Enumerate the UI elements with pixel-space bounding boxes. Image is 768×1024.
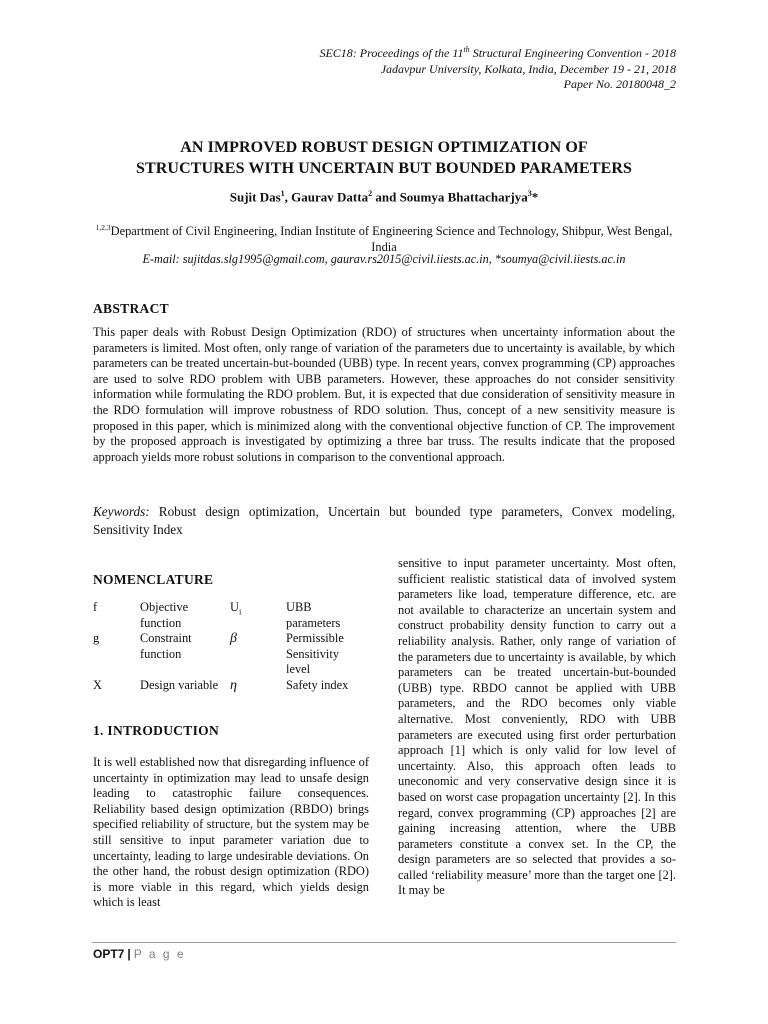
page-word: P a g e — [133, 947, 186, 961]
page-id: OPT7 — [93, 947, 125, 961]
abstract-heading: ABSTRACT — [93, 301, 169, 316]
affiliation: $^{1,2,3}$Department of Civil Engineering, Indian Institute of Engineering Science and Technology, Shibpur, West Bengal, India — [95, 223, 673, 255]
header-line-2: Jadavpur University, Kolkata, India, December 19 - 21, 2018 — [380, 61, 676, 76]
header-line-3: Paper No. 20180048_2 — [563, 77, 676, 91]
footer-divider — [92, 942, 676, 943]
header-line-1: SEC18: Proceedings of the 11th Structural Engineering Convention - 2018 — [319, 45, 676, 60]
keywords — [93, 503, 675, 538]
introduction-heading: 1. INTRODUCTION — [93, 723, 220, 738]
nomenclature-table — [93, 600, 356, 697]
introduction-col1: It is well established now that disregarding influence of uncertainty in optimization may lead to unsafe design leading to catastrophic failure consequences. Reliability based design optimization (RBDO) brings specified reliability of structure, but the system may be still sensitive to input parameter variation due to uncertainty, leading to large undesirable deviations. On the other hand, the robust design optimization (RDO) is more viable in this regard, which yields design which is least — [93, 755, 369, 910]
abstract-text: This paper deals with Robust Design Optimization (RDO) of structures when uncertainty information about the parameters is limited. Most often, only range of variation of the parameters due to uncertainty is available, by which parameters can be treated uncertain-but-bounded (UBB) type. In recent years, convex programming (CP) approaches are used to solve RDO problem with UBB parameters. However, these approaches do not consider sensitivity information while formulating the RDO problem. But, it is expected that due consideration of sensitivity measure in the RDO formulation will improve robustness of RDO solution. Thus, concept of a new sensitivity measure is proposed in this paper, which is minimized along with the conventional objective function of CP. The improvement by the proposed approach is investigated by optimizing a three bar truss. The results indicate that the proposed approach yields more robust solutions in comparison to the conventional approach. — [93, 325, 675, 464]
table-row: f Objective function $U_i$ UBB parameters — [93, 600, 341, 630]
conference-header — [319, 42, 676, 93]
author-list: Sujit Das$^1$, Gaurav Datta$^2$ and Soumya Bhattacharjya$^3$* — [229, 189, 539, 205]
paper-title: AN IMPROVED ROBUST DESIGN OPTIMIZATION OF STRUCTURES WITH UNCERTAIN BUT BOUNDED PARAMETERS — [135, 139, 633, 177]
nomenclature-heading: NOMENCLATURE — [93, 572, 214, 587]
table-row: X Design variable η Safety index — [93, 677, 349, 693]
keywords-label: Keywords: — [93, 504, 150, 519]
introduction-col2: sensitive to input parameter uncertainty. Most often, sufficient realistic statistical data of involved system parameters like load, temperature difference, etc. are not available to characterize an uncertain system and construct probability density function to carry out a reliability analysis. Rather, only range of variation of the parameters due to uncertainty is available, by which parameters can be treated uncertain-but-bounded (UBB) type. RBDO cannot be applied with UBB parameters, and the RDO becomes only viable alternative. Most conveniently, RDO with UBB parameters are executed using first order perturbation approach [1] which is only valid for low level of uncertainty. Also, this approach often leads to uneconomic and very conservative design since it is based on worst case propagation uncertainty [2]. In this regard, convex programming (CP) approaches [2] are gaining increasing attention, where the UBB parameters constitute a convex set. In the CP, the design parameters are so selected that provides a so-called ‘reliability measure’ more than the target one [2]. It may be — [398, 556, 676, 898]
table-row: g Constraint function β Permissible Sensitivity level — [93, 631, 344, 677]
footer-separator: | — [127, 947, 131, 961]
keywords-text: Robust design optimization, Uncertain but bounded type parameters, Convex modeling, Sensitivity Index — [93, 504, 675, 537]
page-footer — [93, 947, 186, 961]
email-line: E-mail: sujitdas.slg1995@gmail.com, gaurav.rs2015@civil.iiests.ac.in, *soumya@civil.iiests.ac.in — [142, 252, 626, 266]
